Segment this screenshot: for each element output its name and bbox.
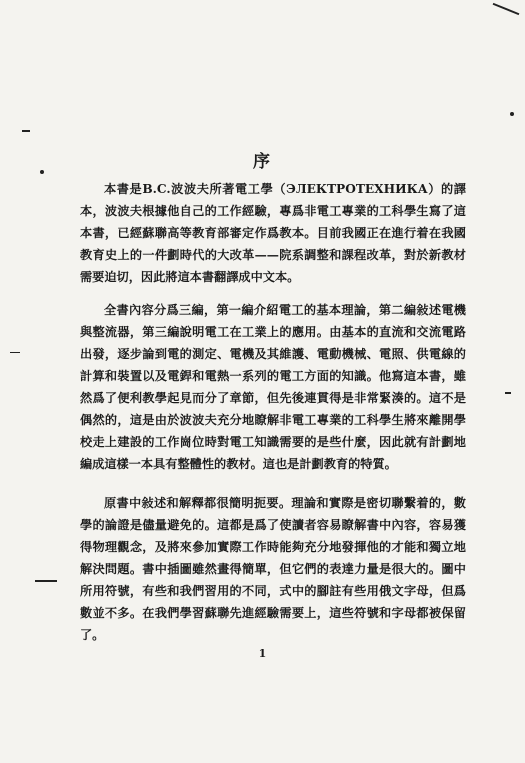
scan-mark <box>40 170 44 174</box>
paragraph-2: 全書內容分爲三編，第一編介紹電工的基本理論，第二編敍述電機與整流器，第三編說明電工在工業上的應用。由基本的直流和交流電路出發，逐步論到電的測定、電機及其維護、電動機械、電照、供電線的計算和裝置以及電銲和電熱一系列的電工方面的知識。他寫這本書，雖然爲了便利教學起見而分了章節，但先後連貫得是非常緊湊的。這不是偶然的，這是由於波波夫充分地瞭解非電工專業的工科學生將來離開學校走上建設的工作崗位時對電工知識需要的是些什麼，因此就有計劃地編成這樣一本具有整體性的教材。這也是計劃教育的特質。 <box>80 303 466 471</box>
preface-title: 序 <box>253 152 272 172</box>
paragraph-1: 本書是B.C.波波夫所著電工學（ЭЛЕКТРОТЕХНИКА）的譯本，波波夫根據他自己的工作經驗，專爲非電工專業的工科學生寫了這本書，已經蘇聯高等教育部審定作爲教本。目前我國正在進行着在我國教育史上的一件劃時代的大改革——院系調整和課程改革，對於新教材需要迫切，因此將這本書翻譯成中文本。 <box>80 182 466 284</box>
scan-mark <box>22 130 30 132</box>
scan-mark <box>510 112 514 116</box>
page-number: 1 <box>258 647 267 660</box>
scan-mark <box>505 392 511 394</box>
paragraph-3: 原書中敍述和解釋都很簡明扼要。理論和實際是密切聯繫着的，數學的論證是儘量避免的。這都是爲了使讀者容易瞭解書中內容，容易獲得物理觀念，及將來參加實際工作時能夠充分地發揮他的才能和獨立地解決問題。書中插圖雖然畫得簡單，但它們的表達力量是很大的。圖中所用符號，有些和我們習用的不同，式中的腳註有些用俄文字母，但爲數並不多。在我們學習蘇聯先進經驗需要上，這些符號和字母都被保留了。 <box>80 496 466 642</box>
scan-mark <box>10 352 20 353</box>
scan-mark <box>493 3 520 15</box>
scan-mark <box>35 580 57 582</box>
